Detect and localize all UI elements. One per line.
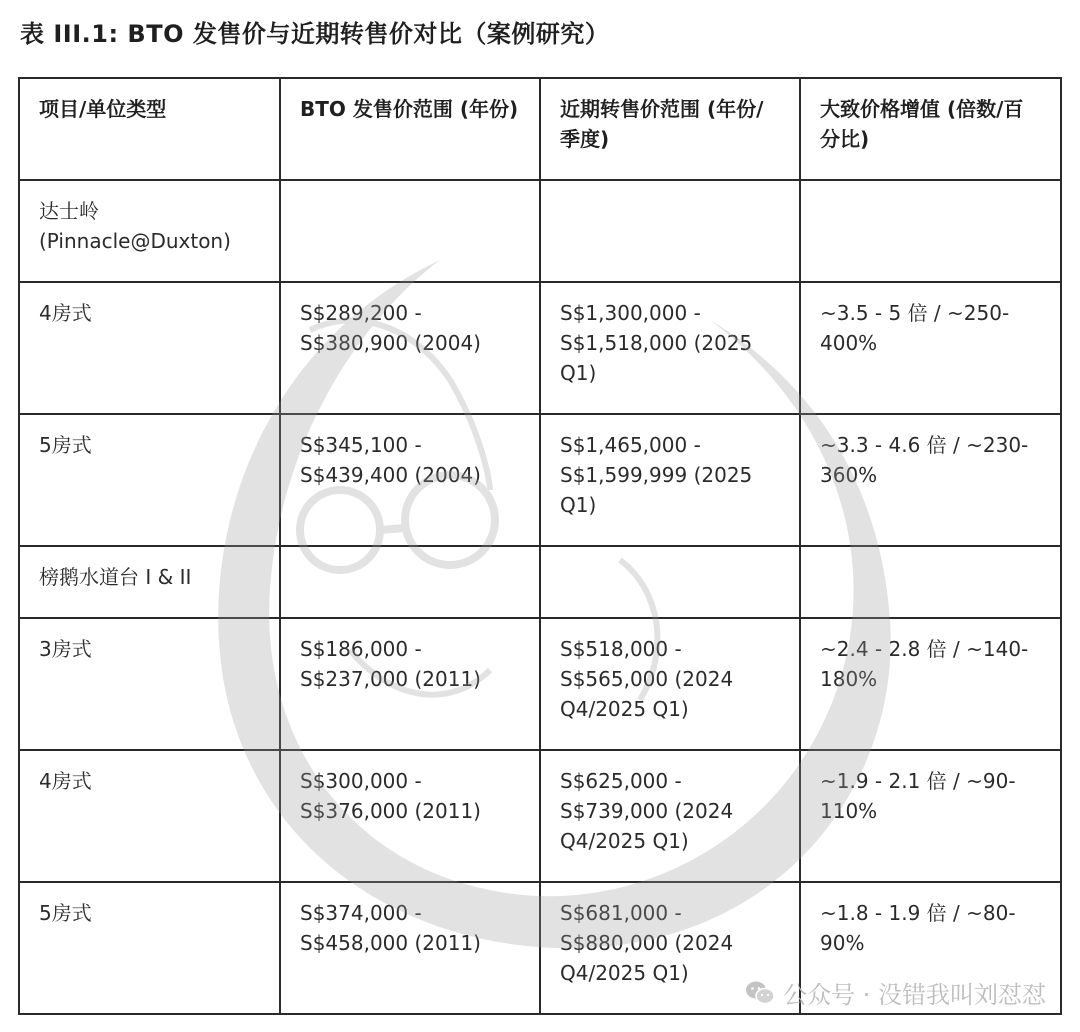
- table-cell: S$374,000 - S$458,000 (2011): [280, 882, 540, 1014]
- table-header-row: [19, 78, 1061, 180]
- header-appreciation: 大致价格增值 (倍数/百分比): [800, 78, 1061, 180]
- table-cell: 4房式: [19, 750, 280, 882]
- header-resale-price: 近期转售价范围 (年份/季度): [540, 78, 800, 180]
- table-cell: [540, 546, 800, 618]
- table-cell: ~3.5 - 5 倍 / ~250-400%: [800, 282, 1061, 414]
- table-cell: S$186,000 - S$237,000 (2011): [280, 618, 540, 750]
- table-cell: ~2.4 - 2.8 倍 / ~140-180%: [800, 618, 1061, 750]
- table-row: [19, 750, 1061, 882]
- wechat-watermark: [745, 975, 1046, 1010]
- table-cell: S$518,000 - S$565,000 (2024 Q4/2025 Q1): [540, 618, 800, 750]
- header-project-unit: 项目/单位类型: [19, 78, 280, 180]
- table-cell: [800, 546, 1061, 618]
- table-cell: ~3.3 - 4.6 倍 / ~230-360%: [800, 414, 1061, 546]
- table-cell: S$289,200 - S$380,900 (2004): [280, 282, 540, 414]
- wechat-icon: [745, 980, 775, 1006]
- comparison-table-wrapper: [18, 77, 1060, 1015]
- table-cell: 4房式: [19, 282, 280, 414]
- table-row: [19, 618, 1061, 750]
- table-cell: S$625,000 - S$739,000 (2024 Q4/2025 Q1): [540, 750, 800, 882]
- table-cell: [540, 180, 800, 282]
- table-cell: 5房式: [19, 414, 280, 546]
- table-cell: 榜鹅水道台 I & II: [19, 546, 280, 618]
- table-caption: 表 III.1: BTO 发售价与近期转售价对比（案例研究）: [20, 20, 610, 48]
- table-cell: S$300,000 - S$376,000 (2011): [280, 750, 540, 882]
- table-cell: S$1,465,000 - S$1,599,999 (2025 Q1): [540, 414, 800, 546]
- table-row: [19, 282, 1061, 414]
- table-cell: ~1.8 - 1.9 倍 / ~80-90%: [800, 882, 1061, 1014]
- table-cell: 3房式: [19, 618, 280, 750]
- header-bto-price: BTO 发售价范围 (年份): [280, 78, 540, 180]
- table-cell: S$345,100 - S$439,400 (2004): [280, 414, 540, 546]
- table-cell: 达士岭 (Pinnacle@Duxton): [19, 180, 280, 282]
- table-cell: [800, 180, 1061, 282]
- table-cell: [280, 546, 540, 618]
- table-row-group: [19, 546, 1061, 618]
- table-cell: S$1,300,000 - S$1,518,000 (2025 Q1): [540, 282, 800, 414]
- wechat-account-label: 公众号 · 没错我叫刘怼怼: [783, 981, 1046, 1009]
- table-cell: [280, 180, 540, 282]
- table-row-group: [19, 180, 1061, 282]
- table-row: [19, 414, 1061, 546]
- table-cell: S$681,000 - S$880,000 (2024 Q4/2025 Q1): [540, 882, 800, 1014]
- table-cell: ~1.9 - 2.1 倍 / ~90-110%: [800, 750, 1061, 882]
- table-cell: 5房式: [19, 882, 280, 1014]
- comparison-table: [18, 77, 1062, 1015]
